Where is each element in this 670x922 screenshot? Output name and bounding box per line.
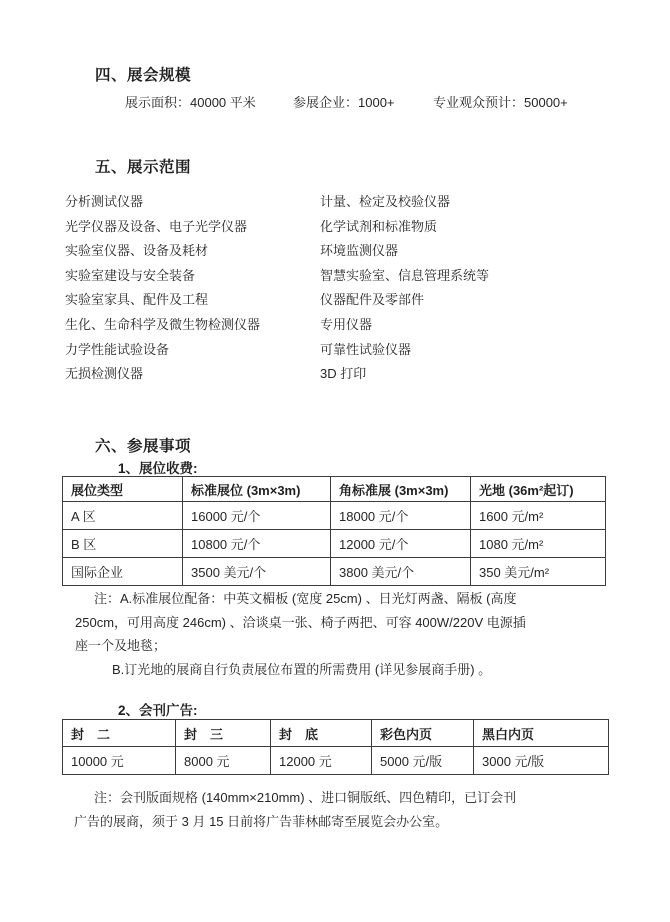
cell-price: 1600 元/m² — [471, 502, 606, 530]
cell-price: 8000 元 — [176, 747, 271, 775]
scope-item: 实验室建设与安全装备 — [65, 267, 196, 283]
section-participation-heading: 六、参展事项 — [95, 438, 192, 455]
scope-list-right — [320, 190, 489, 387]
booth-fees-table — [62, 476, 606, 586]
scope-item: 生化、生命科学及微生物检测仪器 — [65, 316, 261, 332]
cell-price: 16000 元/个 — [183, 502, 331, 530]
col-header-corner-booth: 角标准展 (3m×3m) — [331, 477, 471, 502]
scope-item: 分析测试仪器 — [65, 194, 144, 209]
scope-list-left — [65, 190, 260, 387]
note-line: 广告的展商，须于 3 月 15 日前将广告菲林邮寄至展览会办公室。 — [74, 813, 449, 829]
scope-item: 专用仪器 — [320, 316, 373, 332]
scope-item: 智慧实验室、信息管理系统等 — [320, 267, 490, 283]
table-row — [63, 502, 606, 530]
note-line: 250cm，可用高度 246cm) 、洽谈桌一张、椅子两把、可容 400W/220V 电源插 — [75, 614, 526, 630]
scope-item: 环境监测仪器 — [320, 243, 399, 259]
col-header-bw-page: 黑白内页 — [474, 720, 609, 747]
stat-exhibitors: 参展企业：1000+ — [293, 95, 395, 110]
note-line: 座一个及地毯； — [75, 638, 167, 654]
cell-price: 18000 元/个 — [331, 502, 471, 530]
col-header-booth-type: 展位类型 — [63, 477, 183, 502]
col-header-standard-booth: 标准展位 (3m×3m) — [183, 477, 331, 502]
cell-price: 3000 元/版 — [474, 747, 609, 775]
scale-stats-line — [0, 92, 670, 112]
scope-item: 可靠性试验仪器 — [320, 341, 412, 357]
scope-item: 实验室家具、配件及工程 — [65, 292, 209, 308]
table-header-row — [63, 720, 609, 747]
journal-ads-table — [62, 719, 609, 775]
scope-item: 仪器配件及零部件 — [320, 292, 425, 308]
scope-item: 力学性能试验设备 — [65, 341, 170, 357]
cell-price: 10000 元 — [63, 747, 176, 775]
scope-item: 计量、检定及校验仪器 — [320, 194, 451, 209]
cell-price: 12000 元/个 — [331, 530, 471, 558]
table-header-row — [63, 477, 606, 502]
note-line: 注：A.标准展位配备：中英文楣板 (宽度 25cm) 、日光灯两盏、隔板 (高度 — [94, 591, 517, 606]
booth-fees-subtitle: 1、展位收费: — [118, 461, 198, 476]
journal-ads-note — [62, 786, 622, 833]
cell-price: 5000 元/版 — [372, 747, 474, 775]
cell-price: 10800 元/个 — [183, 530, 331, 558]
section-scope-heading: 五、展示范围 — [95, 159, 192, 176]
table-row — [63, 558, 606, 586]
scope-item: 无损检测仪器 — [65, 366, 144, 382]
section-scale-heading: 四、展会规模 — [95, 67, 192, 84]
table-row — [63, 530, 606, 558]
scope-item: 实验室仪器、设备及耗材 — [65, 243, 209, 259]
cell-price: 3800 美元/个 — [331, 558, 471, 586]
col-header-cover2: 封 二 — [63, 720, 176, 747]
note-line: 注：会刊版面规格 (140mm×210mm) 、进口铜版纸、四色精印，已订会刊 — [94, 790, 517, 805]
note-line: B.订光地的展商自行负责展位布置的所需费用 (详见参展商手册) 。 — [112, 661, 492, 677]
scope-item: 化学试剂和标准物质 — [320, 218, 438, 234]
journal-ads-subtitle: 2、会刊广告: — [118, 703, 198, 718]
cell-zone: A 区 — [63, 502, 183, 530]
col-header-backcover: 封 底 — [271, 720, 372, 747]
cell-price: 3500 美元/个 — [183, 558, 331, 586]
col-header-raw-space: 光地 (36m²起订) — [471, 477, 606, 502]
stat-area: 展示面积：40000 平米 — [125, 95, 256, 110]
cell-zone: B 区 — [63, 530, 183, 558]
table-row — [63, 747, 609, 775]
stat-visitors: 专业观众预计：50000+ — [433, 95, 568, 110]
booth-fees-note — [62, 587, 622, 681]
cell-price: 1080 元/m² — [471, 530, 606, 558]
cell-price: 12000 元 — [271, 747, 372, 775]
col-header-color-page: 彩色内页 — [372, 720, 474, 747]
cell-zone: 国际企业 — [63, 558, 183, 586]
cell-price: 350 美元/m² — [471, 558, 606, 586]
scope-item: 光学仪器及设备、电子光学仪器 — [65, 218, 248, 234]
scope-item: 3D 打印 — [320, 366, 367, 382]
col-header-cover3: 封 三 — [176, 720, 271, 747]
